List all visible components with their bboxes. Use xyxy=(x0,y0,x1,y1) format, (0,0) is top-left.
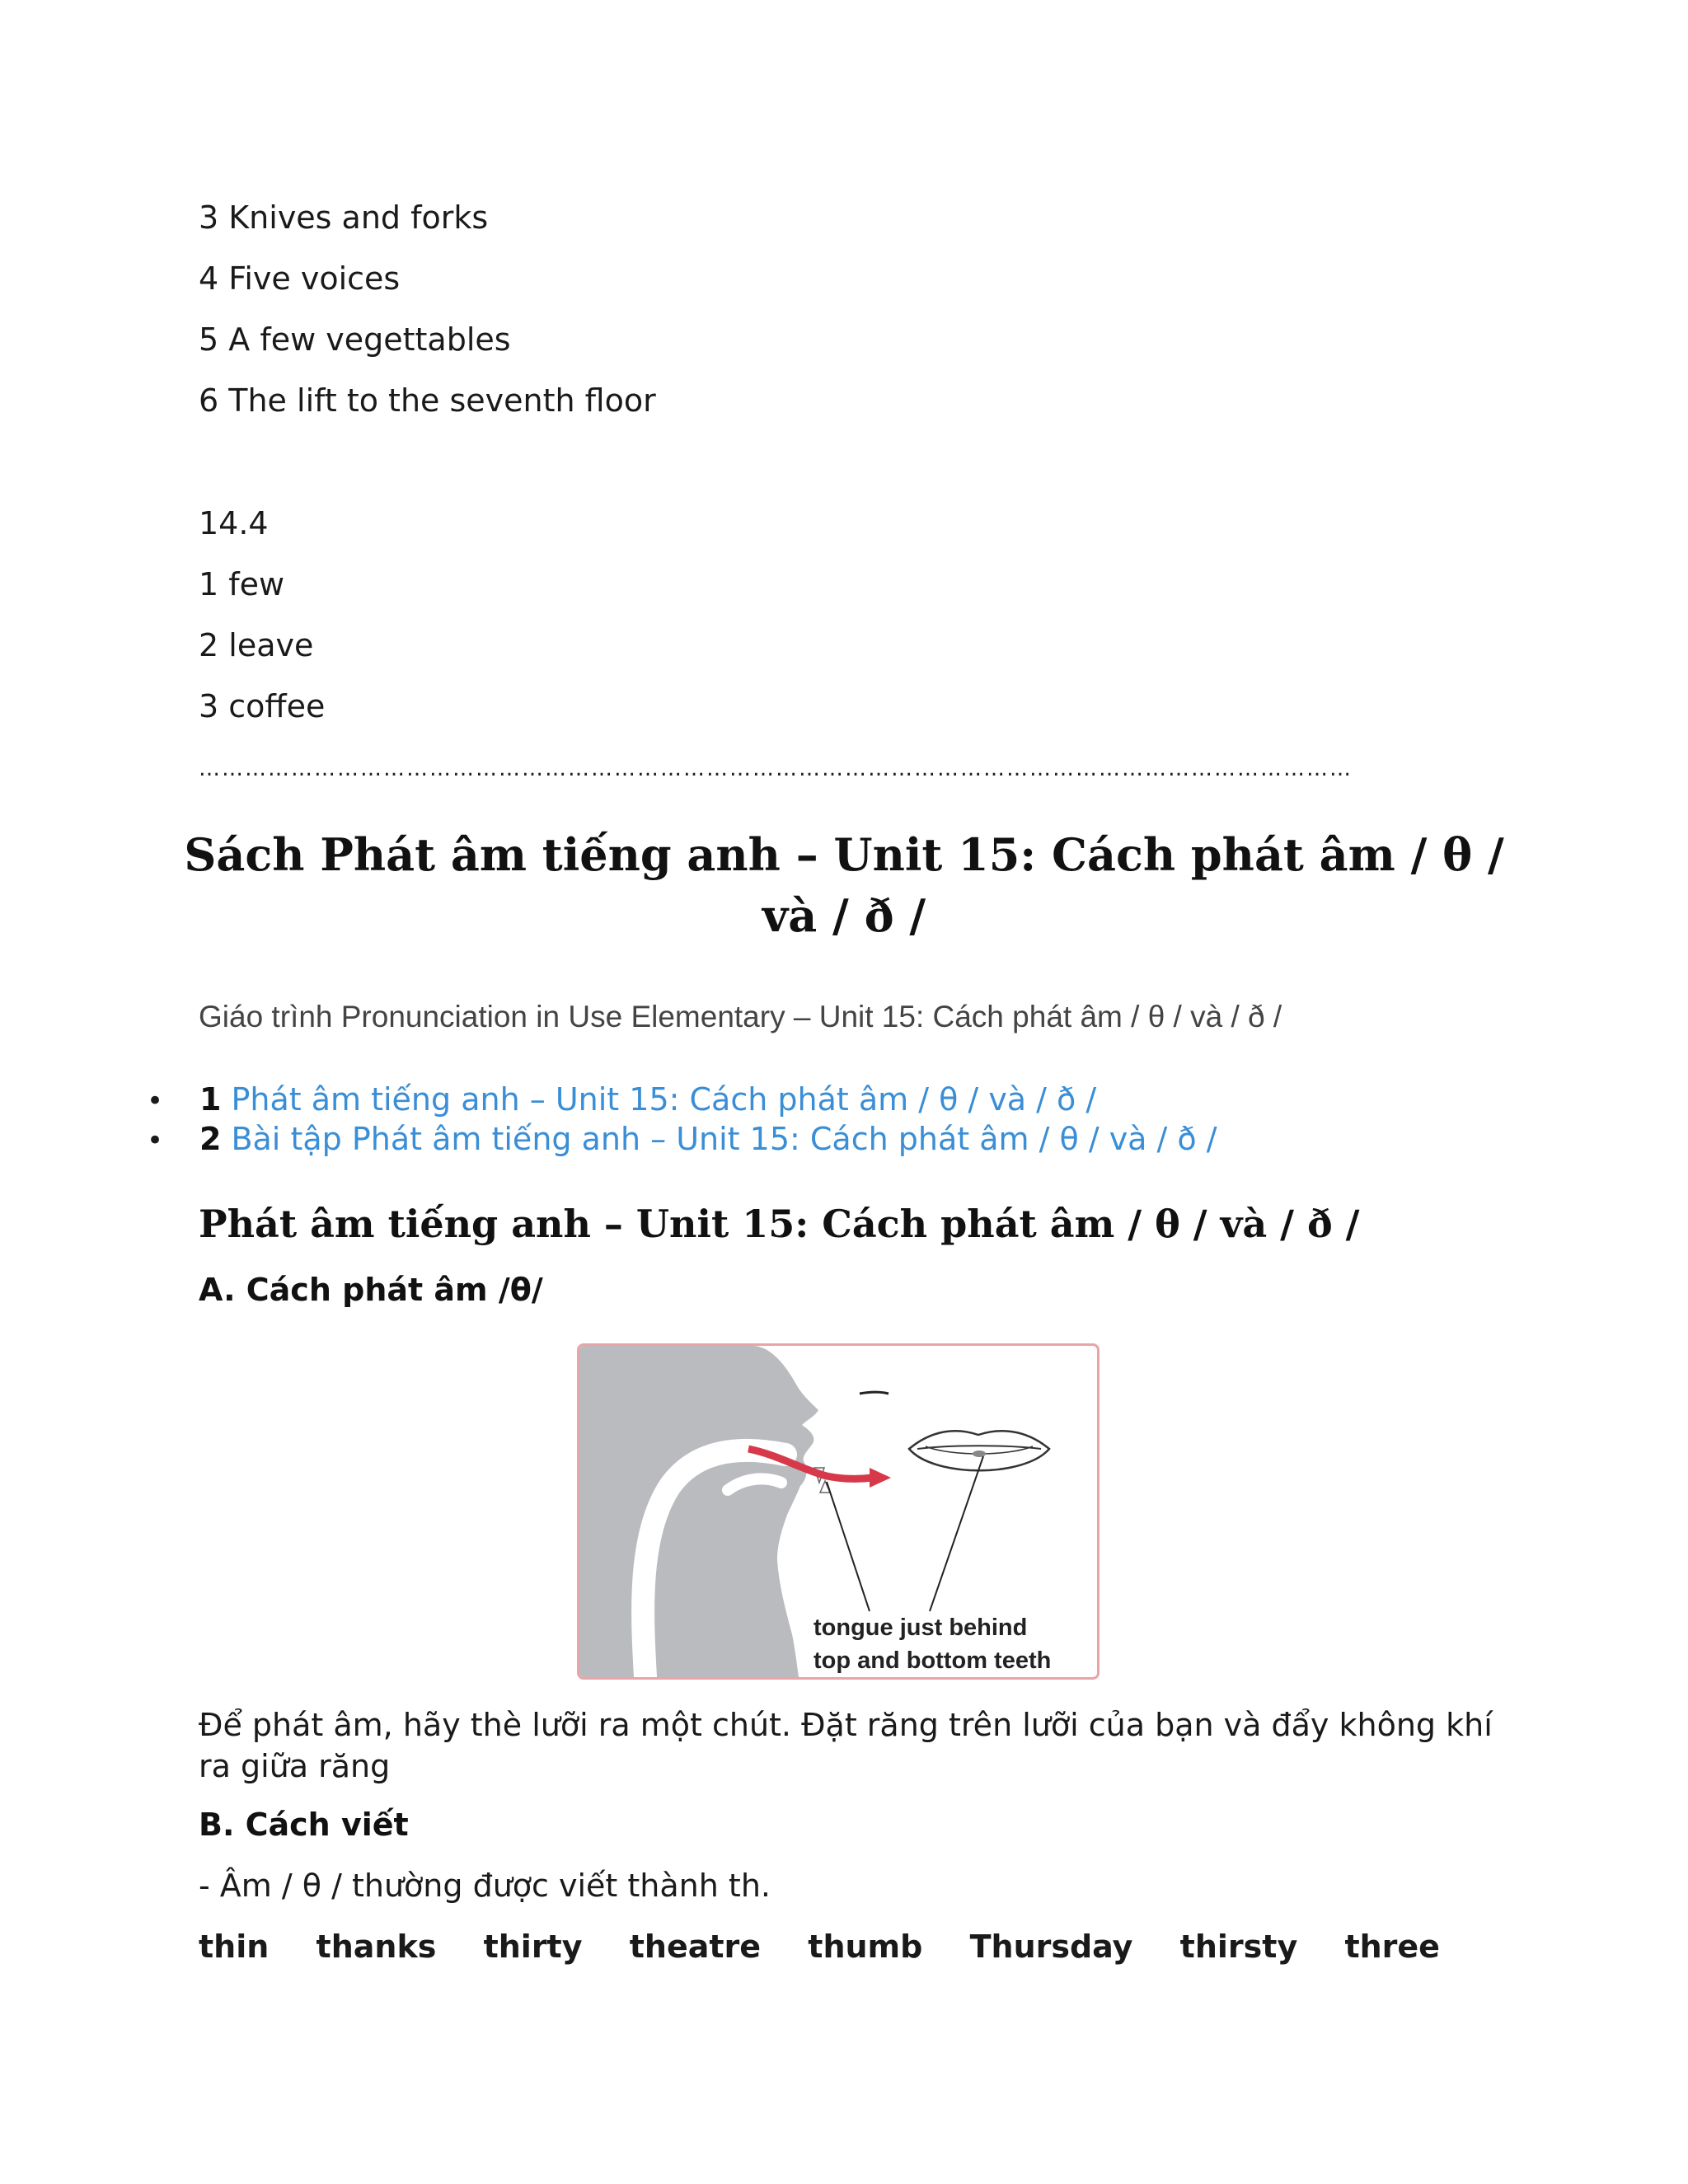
bullet-icon: • xyxy=(147,1124,164,1157)
example-word: Thursday xyxy=(969,1929,1133,1965)
section-a-heading: A. Cách phát âm /θ/ xyxy=(199,1272,543,1308)
toc-item xyxy=(147,1119,1217,1160)
section-heading: Phát âm tiếng anh – Unit 15: Cách phát âm / θ / và / ð / xyxy=(199,1202,1360,1246)
answer-line: 3 Knives and forks xyxy=(199,199,489,236)
example-word: theatre xyxy=(629,1929,762,1965)
toc-link[interactable]: Phát âm tiếng anh – Unit 15: Cách phát âm / θ / và / ð / xyxy=(231,1081,1097,1118)
example-word: thirsty xyxy=(1179,1929,1298,1965)
exercise-number: 14.4 xyxy=(199,505,269,541)
dotted-separator: …………………………………………………………………………………………………………………………………… xyxy=(199,757,1353,781)
example-word: thirty xyxy=(483,1929,583,1965)
example-word: thumb xyxy=(808,1929,923,1965)
answer-line: 3 coffee xyxy=(199,688,326,724)
answer-line: 1 few xyxy=(199,566,285,602)
answer-line: 6 The lift to the seventh floor xyxy=(199,382,656,419)
toc-number: 1 xyxy=(199,1081,222,1118)
page-title: Sách Phát âm tiếng anh – Unit 15: Cách phát âm / θ / và / ð / xyxy=(184,828,1504,942)
spelling-note: - Âm / θ / thường được viết thành th. xyxy=(199,1868,771,1904)
instruction-paragraph: Để phát âm, hãy thè lưỡi ra một chút. Đặt răng trên lưỡi của bạn và đẩy không khí ra giữa răng xyxy=(199,1707,1493,1784)
answer-line: 2 leave xyxy=(199,627,314,663)
toc-link[interactable]: Bài tập Phát âm tiếng anh – Unit 15: Cách phát âm / θ / và / ð / xyxy=(231,1121,1217,1157)
bullet-icon: • xyxy=(147,1085,164,1118)
toc-item xyxy=(147,1080,1096,1121)
answer-line: 5 A few vegettables xyxy=(199,321,511,358)
example-word: thanks xyxy=(316,1929,437,1965)
example-word: thin xyxy=(199,1929,270,1965)
pronunciation-diagram xyxy=(577,1343,1100,1680)
subtitle: Giáo trình Pronunciation in Use Elementary – Unit 15: Cách phát âm / θ / và / ð / xyxy=(199,1000,1282,1033)
figure-caption xyxy=(814,1611,1051,1677)
example-word: three xyxy=(1344,1929,1440,1965)
figure-caption-line: tongue just behind xyxy=(814,1615,1028,1641)
toc-number: 2 xyxy=(199,1121,222,1157)
section-b-heading: B. Cách viết xyxy=(199,1807,409,1843)
example-word-list xyxy=(199,1929,1476,1965)
figure-caption-line: top and bottom teeth xyxy=(814,1647,1052,1674)
answer-line: 4 Five voices xyxy=(199,260,401,297)
